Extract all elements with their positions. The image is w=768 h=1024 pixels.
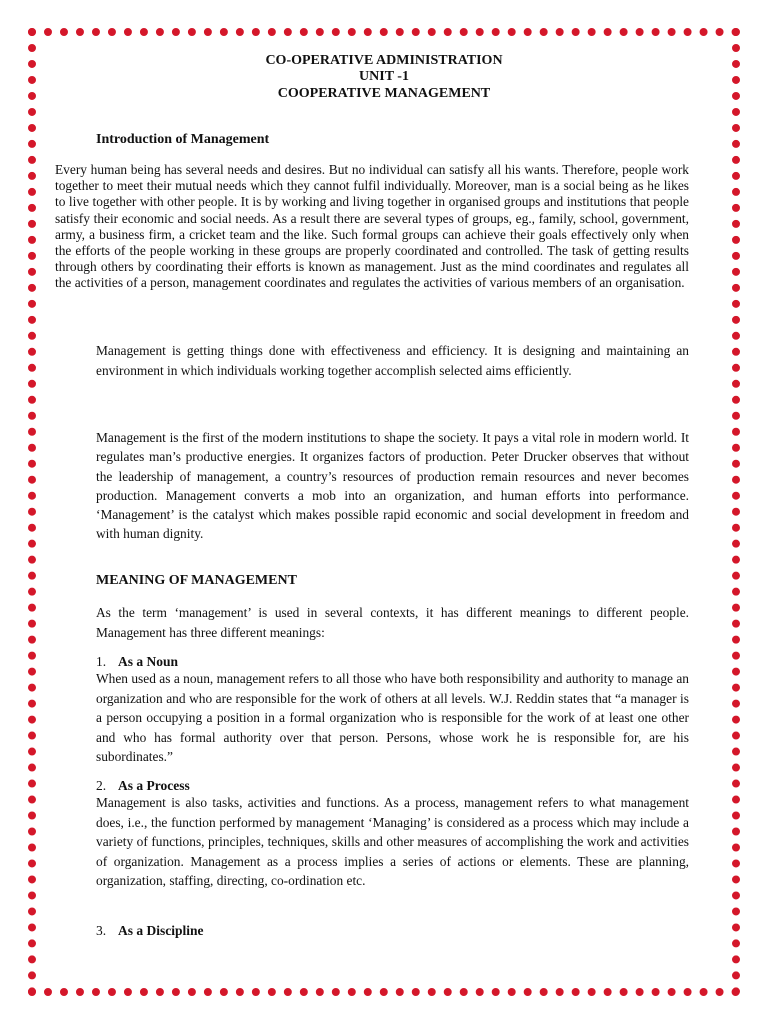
section-noun-heading — [96, 654, 178, 670]
meaning-heading: MEANING OF MANAGEMENT — [96, 573, 297, 588]
section-noun-text: When used as a noun, management refers to all those who have both responsibility and authority to manage an organization and who are responsible for the work of others at all levels. W.J. Reddin states that “a manager is a person occupying a position in a formal organization who is responsible for the work of at least one other and who has formal authority over that person. Persons, whose work he is responsible for, are his subordinates.” — [96, 671, 689, 764]
intro-heading: Introduction of Management — [96, 132, 270, 147]
section-process-text: Management is also tasks, activities and functions. As a process, management refers to what management does, i.e., the function performed by management ‘Managing’ is considered as a process which may include a variety of functions, principles, techniques, skills and other measures of accomplishing the work and activities of organization. Management as a process implies a series of actions or elements. These are planning, organization, staffing, directing, co-ordination etc. — [96, 795, 689, 888]
section-title: As a Discipline — [118, 923, 204, 938]
section-title: As a Noun — [118, 654, 179, 669]
section-discipline-heading — [96, 923, 204, 939]
document-title: CO-OPERATIVE ADMINISTRATION — [265, 53, 503, 68]
document-subtitle: COOPERATIVE MANAGEMENT — [277, 86, 491, 101]
definition-paragraph: Management is getting things done with effectiveness and efficiency. It is designing and maintaining an environment in which individuals working together accomplish selected aims efficiently. — [96, 343, 689, 378]
section-process-heading — [96, 778, 190, 794]
section-number: 3. — [96, 923, 107, 938]
section-number: 2. — [96, 778, 107, 793]
section-title: As a Process — [118, 778, 190, 793]
drucker-paragraph: Management is the first of the modern institutions to shape the society. It pays a vital role in modern world. It regulates man’s productive energies. It organizes factors of production. Peter Drucker observes that without the leadership of management, a country’s resources of production remain resources and never becomes production. Management converts a mob into an organization, and human efforts into performance. ‘Management’ is the catalyst which makes possible rapid economic and social development in freedom and with human dignity. — [96, 430, 689, 542]
intro-paragraph: Every human being has several needs and desires. But no individual can satisfy all his wants. Therefore, people work together to meet their mutual needs which they cannot fulfil individually. Moreover, man is a social being as he likes to live together with other people. It is by working and living together in organised groups and institutions that people satisfy their economic and social needs. As a result there are several types of groups, eg., family, school, government, army, a business firm, a cricket team and the like. Such formal groups can achieve their goals effectively only when the efforts of the people working in these groups are properly coordinated and controlled. The task of getting results through others by coordinating their efforts is known as management. Just as the mind coordinates and regulates all the activities of a person, management coordinates and regulates the activities of various members of an organisation. — [55, 162, 689, 291]
section-number: 1. — [96, 654, 107, 669]
unit-label: UNIT -1 — [359, 69, 409, 84]
meaning-paragraph: As the term ‘management’ is used in several contexts, it has different meanings to different people. Management has three different meanings: — [96, 605, 689, 640]
